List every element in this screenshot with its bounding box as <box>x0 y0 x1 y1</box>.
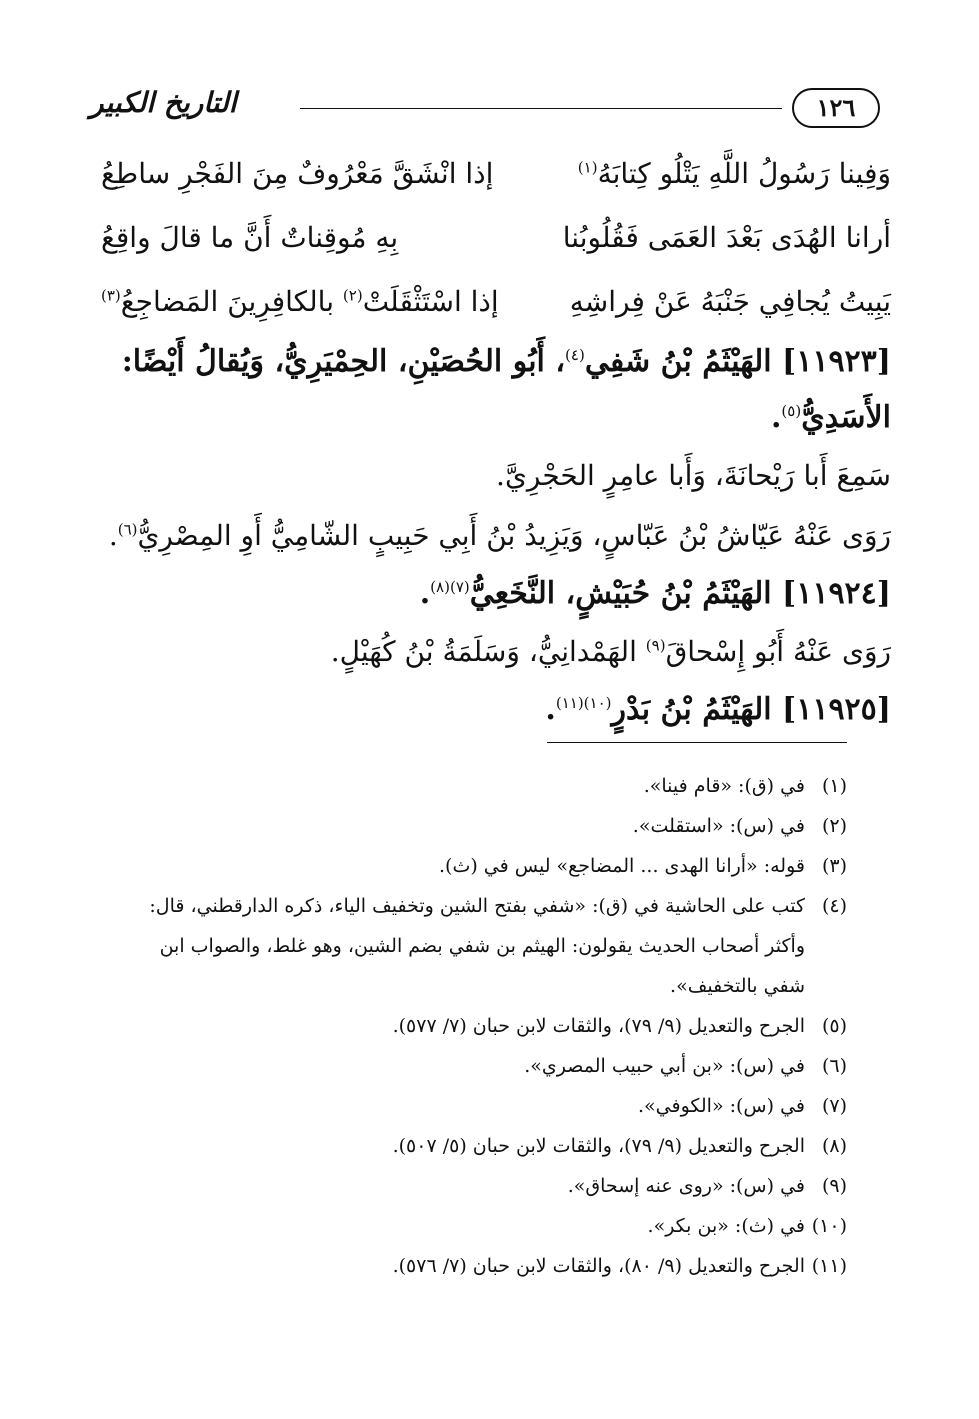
entry-heading <box>101 334 891 390</box>
footnote-marker: (٢) <box>342 286 363 305</box>
verse-first-hemistich: أرانا الهُدَى بَعْدَ العَمَى فَقُلُوبُنا <box>562 221 891 254</box>
footnote <box>127 846 847 886</box>
verse-text: وَفِينا رَسُولُ اللَّهِ يَتْلُو كِتابَهُ <box>597 157 891 190</box>
entry-title: [١١٩٢٤] الهَيْثَمُ بْنُ حُبَيْشٍ، النَّخَعِيُّ <box>469 576 891 611</box>
footnotes <box>127 766 847 1286</box>
entry-heading <box>101 682 891 738</box>
footnote-number: (٨) <box>821 1135 847 1157</box>
footnote-text: الجرح والتعديل (٩/ ٨٠)، والثقات لابن حبان (٧/ ٥٧٦). <box>392 1255 805 1277</box>
entry-text: رَوَى عَنْهُ عَيّاشُ بْنُ عَبّاسٍ، وَيَزِيدُ بْنُ أَبِي حَبِيبٍ الشّامِيُّ أَوِ المِصْرِيُّ <box>137 519 891 552</box>
footnote-marker: (٩) <box>645 636 666 655</box>
footnote <box>127 1126 847 1166</box>
verse-second-hemistich: إذا انْشَقَّ مَعْرُوفٌ مِنَ الفَجْرِ ساطِعُ <box>101 157 494 190</box>
verse-first-hemistich <box>578 142 891 206</box>
footnote-text: كتب على الحاشية في (ق): «شفي بفتح الشين وتخفيف الياء، ذكره الدارقطني، قال: وأكثر أصحاب الحديث يقولون: الهيثم بن شفي بضم الشين، وهو غلط، والصواب ابن شفي بالتخفيف». <box>149 895 805 997</box>
verse-line <box>101 142 891 206</box>
footnote-marker: (٤) <box>565 346 585 364</box>
period: . <box>770 400 782 435</box>
entry-text: رَوَى عَنْهُ أَبُو إِسْحاقَ <box>665 635 891 668</box>
footnote-text: قوله: «أرانا الهدى ... المضاجع» ليس في (ث). <box>439 855 805 877</box>
period: . <box>419 576 431 611</box>
book-title: التاريخ الكبير <box>90 86 237 119</box>
footnote <box>127 886 847 1006</box>
verse-line <box>101 206 891 270</box>
footnote-number: (١) <box>821 775 847 797</box>
entry-heading-continued <box>101 390 891 446</box>
footnote-divider <box>547 742 847 743</box>
footnote <box>127 1086 847 1126</box>
footnote-number: (٩) <box>821 1175 847 1197</box>
entry-title: الأَسَدِيُّ <box>801 400 891 435</box>
footnote <box>127 1046 847 1086</box>
main-text <box>101 142 891 738</box>
footnote-number: (٦) <box>821 1055 847 1077</box>
footnote-marker: (٣) <box>101 286 121 305</box>
footnote-text: الجرح والتعديل (٩/ ٧٩)، والثقات لابن حبان (٥/ ٥٠٧). <box>392 1135 805 1157</box>
header-rule <box>300 108 782 109</box>
entry-title: [١١٩٢٣] الهَيْثَمُ بْنُ شَفِي <box>584 344 891 379</box>
footnote <box>127 1206 847 1246</box>
footnote-text: في (ق): «قام فينا». <box>643 775 805 797</box>
footnote <box>127 1246 847 1286</box>
verse-second-hemistich: بِهِ مُوقِناتٌ أَنَّ ما قالَ واقِعُ <box>101 221 399 254</box>
footnote-marker: (١٠)(١١) <box>555 694 612 712</box>
verse-second-hemistich <box>101 270 499 334</box>
footnote-text: الجرح والتعديل (٩/ ٧٩)، والثقات لابن حبان (٧/ ٥٧٧). <box>392 1015 805 1037</box>
footnote-marker: (٧)(٨) <box>430 578 470 596</box>
footnote <box>127 766 847 806</box>
period: . <box>545 692 556 727</box>
page-number: ١٢٦ <box>792 88 880 128</box>
footnote <box>127 1006 847 1046</box>
footnote-text: في (ث): «بن بكر». <box>647 1215 805 1237</box>
entry-title: [١١٩٢٥] الهَيْثَمُ بْنُ بَدْرٍ <box>611 692 891 727</box>
entry-text-line <box>101 622 891 682</box>
footnote-number: (٧) <box>821 1095 847 1117</box>
verse-line <box>101 270 891 334</box>
footnote-number: (٣) <box>821 855 847 877</box>
page-header <box>90 84 880 132</box>
footnote-number: (٥) <box>821 1015 847 1037</box>
footnote-number: (١٠) <box>811 1215 847 1237</box>
footnote-text: في (س): «الكوفي». <box>637 1095 805 1117</box>
entry-text-line <box>101 506 891 566</box>
verse-text: إذا اسْتَثْقَلَتْ <box>362 285 499 318</box>
entry-title-rest: ، أَبُو الحُصَيْنِ، الحِمْيَرِيُّ، وَيُقالُ أَيْضًا: <box>121 344 566 379</box>
entry-text: الهَمْدانِيُّ، وَسَلَمَةُ بْنُ كُهَيْلٍ. <box>330 635 637 668</box>
footnote-number: (١١) <box>811 1255 847 1277</box>
period: . <box>108 519 118 552</box>
footnote-number: (٤) <box>821 895 847 917</box>
entry-text-line: سَمِعَ أَبا رَيْحانَةَ، وَأَبا عامِرٍ الحَجْرِيَّ. <box>496 459 891 492</box>
entry-heading <box>101 566 891 622</box>
footnote-marker: (٥) <box>781 402 802 420</box>
verse-first-hemistich: يَبِيتُ يُجافِي جَنْبَهُ عَنْ فِراشِهِ <box>569 285 891 318</box>
footnote-number: (٢) <box>821 815 847 837</box>
footnote-marker: (١) <box>577 158 598 177</box>
footnote-text: في (س): «روى عنه إسحاق». <box>567 1175 805 1197</box>
footnote <box>127 806 847 846</box>
footnote-text: في (س): «بن أبي حبيب المصري». <box>524 1055 805 1077</box>
footnote <box>127 1166 847 1206</box>
footnote-marker: (٦) <box>117 520 138 539</box>
footnote-text: في (س): «استقلت». <box>632 815 805 837</box>
verse-text: بالكافِرِينَ المَضاجِعُ <box>120 285 334 318</box>
